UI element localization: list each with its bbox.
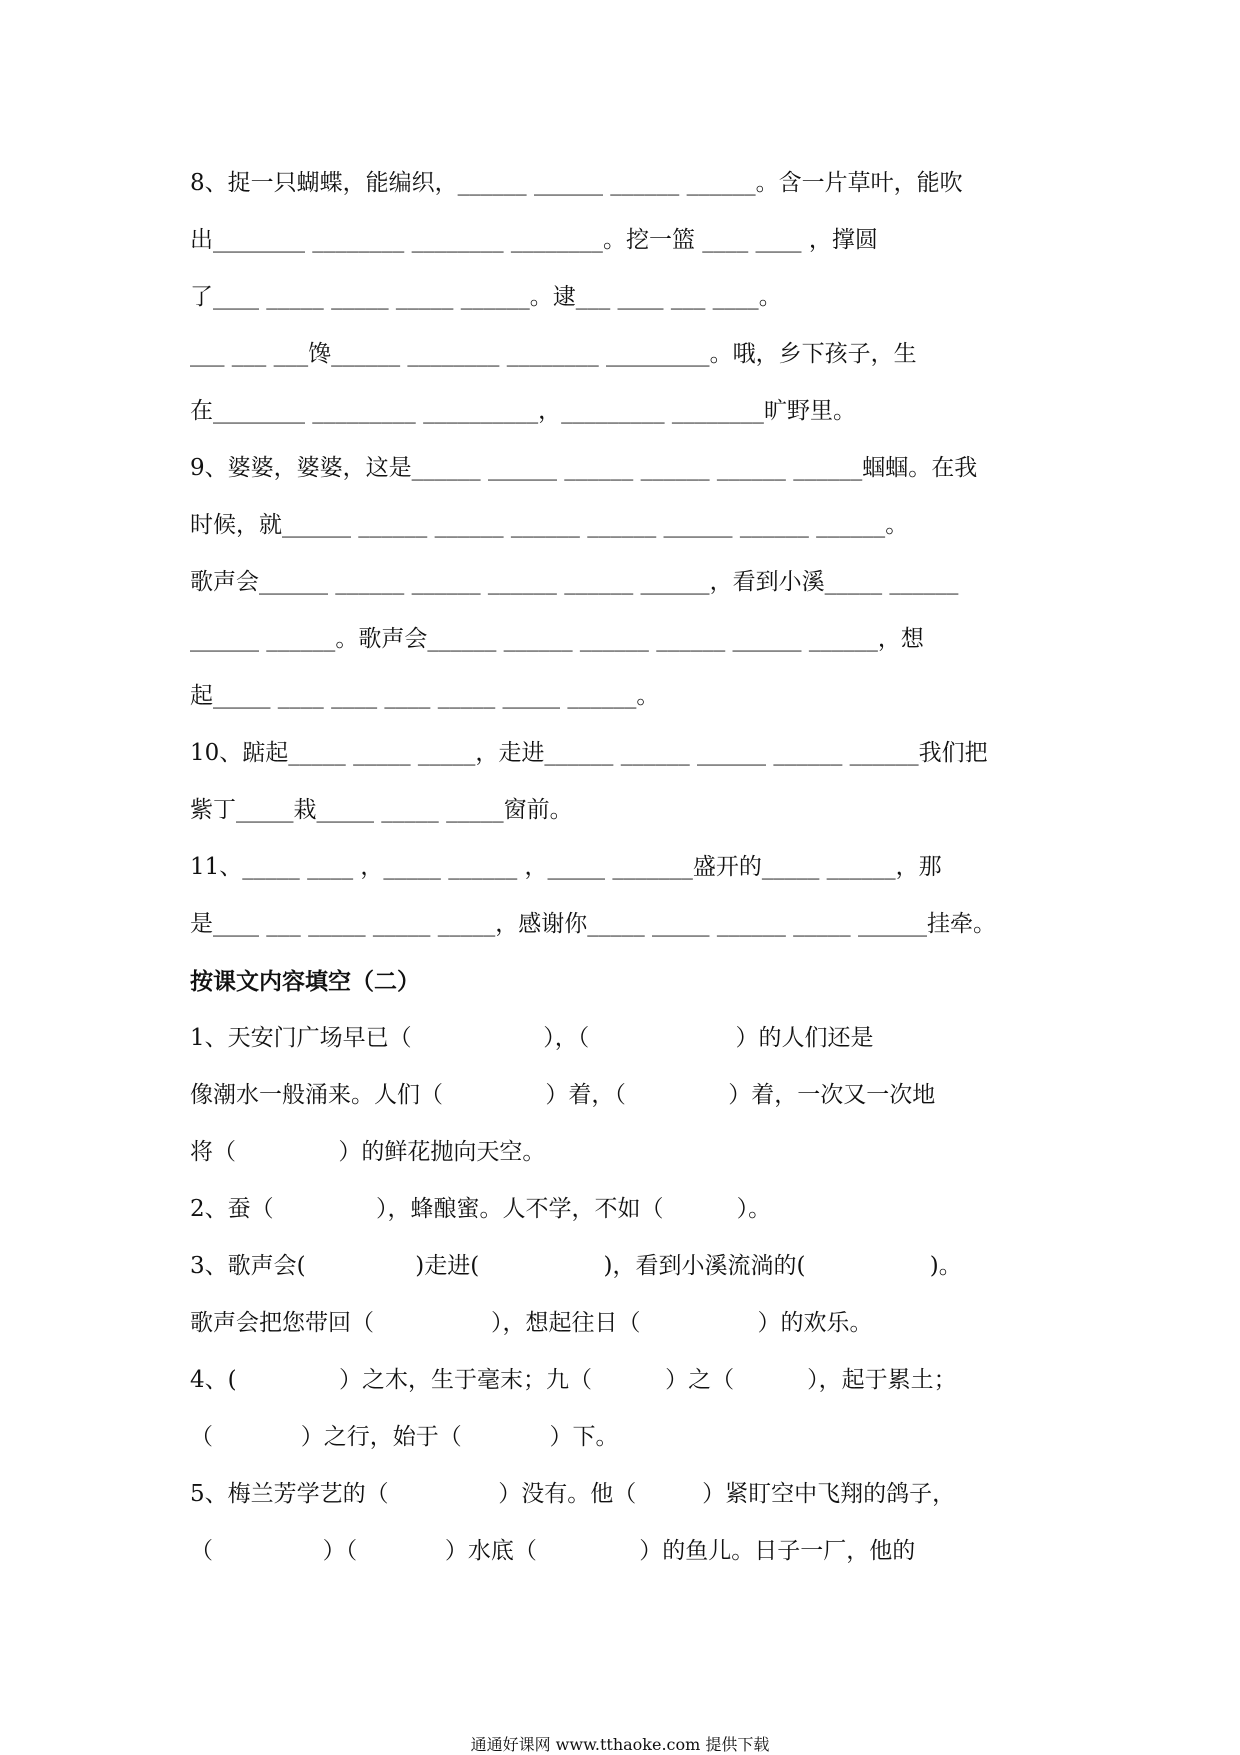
line-segment: 时候，就 xyxy=(190,512,282,538)
worksheet-line xyxy=(190,497,1060,554)
line-segment: _____ _____ _____ xyxy=(316,797,504,823)
worksheet-line xyxy=(190,611,1060,668)
worksheet-line xyxy=(190,896,1060,953)
question-line: 1、天安门广场早已（ ），（ ）的人们还是 xyxy=(190,1025,874,1051)
line-segment: 。 xyxy=(758,284,782,310)
line-segment: ___ ____ ___ ____ xyxy=(575,284,759,310)
line-segment: ____ _____ _____ _____ ______ xyxy=(213,284,530,310)
line-segment: 歌声会 xyxy=(190,569,259,595)
line-segment: _____ ______ xyxy=(824,569,959,595)
line-segment: ______ ______ ______ ______ xyxy=(457,170,756,196)
worksheet-line xyxy=(190,212,1060,269)
worksheet-line xyxy=(190,725,1060,782)
question-line: 像潮水一般涌来。人们（ ）着，（ ）着，一次又一次地 xyxy=(190,1082,936,1108)
worksheet-line xyxy=(190,554,1060,611)
line-segment: ，走进 xyxy=(475,740,545,766)
line-segment: 旷野里。 xyxy=(763,398,856,424)
line-segment: ______ ______ ______ ______ ______ xyxy=(544,740,919,766)
line-segment: 。含一片草叶，能吹 xyxy=(755,170,963,196)
line-segment: 。歌声会 xyxy=(335,626,428,652)
line-segment: ________ ________ ________ ________ xyxy=(213,227,603,253)
line-segment: 11、 xyxy=(190,854,243,880)
line-segment: _____ xyxy=(236,797,294,823)
line-segment: ______ ______ ______ ______ ______ ______ xyxy=(259,569,710,595)
worksheet-line xyxy=(190,383,1060,440)
line-segment: ，看到小溪 xyxy=(709,569,825,595)
line-segment: ______ ______ xyxy=(190,626,336,652)
line-segment: _____ _____ ______ _____ ______ xyxy=(587,911,927,937)
line-segment: 挂牵。 xyxy=(927,911,996,937)
line-segment: ，感谢你 xyxy=(495,911,588,937)
fill-in-blank-part-one xyxy=(190,155,1060,953)
worksheet-line xyxy=(190,155,1060,212)
line-segment: 出 xyxy=(190,227,213,253)
worksheet-line xyxy=(190,782,1060,839)
line-segment: 。 xyxy=(885,512,909,538)
line-segment: ______ ______ ______ ______ ______ ______ xyxy=(427,626,878,652)
line-segment: 蝈蝈。在我 xyxy=(862,455,978,481)
footer-text: 通通好课网 www.tthaoke.com 提供下载 xyxy=(470,1735,770,1754)
worksheet-page xyxy=(190,155,1060,1580)
line-segment: 栽 xyxy=(293,797,317,823)
line-segment: 。挖一篮 ____ ____ ，撑圆 xyxy=(602,227,878,253)
line-segment: ，那 xyxy=(895,854,942,880)
question-line: （ ）（ ）水底（ ）的鱼儿。日子一厂，他的 xyxy=(190,1538,916,1564)
line-segment: 。哦，乡下孩子，生 xyxy=(709,341,917,367)
question-line: 3、歌声会( )走进( )，看到小溪流淌的( )。 xyxy=(190,1253,962,1279)
line-segment: _____ ____ ____ ____ _____ _____ ______ xyxy=(213,683,637,709)
fill-in-parentheses-part-two xyxy=(190,1010,1060,1580)
line-segment: 起 xyxy=(190,683,213,709)
question-line: 将（ ）的鲜花抛向天空。 xyxy=(190,1139,546,1165)
line-segment: 是 xyxy=(190,911,213,937)
worksheet-line xyxy=(190,839,1060,896)
line-segment: ______ ______ ______ ______ ______ ______ ______ ______ xyxy=(282,512,886,538)
question-line: 4、( ）之木，生于毫末；九（ ）之（ ），起于累土； xyxy=(190,1367,957,1393)
line-segment: 10、踮起 xyxy=(190,740,289,766)
question-line: 歌声会把您带回（ ），想起往日（ ）的欢乐。 xyxy=(190,1310,873,1336)
worksheet-line xyxy=(190,668,1060,725)
line-segment: _____ ____ ，_____ ______ ，_____ _______ xyxy=(242,854,693,880)
line-segment: ______ ______ ______ ______ ______ ______ xyxy=(411,455,863,481)
worksheet-line xyxy=(190,326,1060,383)
line-segment: 。 xyxy=(636,683,660,709)
line-segment: ______ ________ ________ _________ xyxy=(331,341,710,367)
line-segment: ，想 xyxy=(877,626,924,652)
line-segment: _____ ______ xyxy=(761,854,896,880)
question-line: 2、蚕（ ），蜂酿蜜。人不学，不如（ ）。 xyxy=(190,1196,772,1222)
line-segment: 。逮 xyxy=(529,284,576,310)
line-segment: 盛开的 xyxy=(692,854,762,880)
line-segment: ____ ___ _____ _____ _____ xyxy=(213,911,496,937)
section-title: 按课文内容填空（二） xyxy=(190,968,420,995)
line-segment: ___ ___ ___馋 xyxy=(190,341,332,367)
line-segment: 在 xyxy=(190,398,213,424)
line-segment: 8、捉一只蝴蝶，能编织， xyxy=(190,170,458,196)
worksheet-line xyxy=(190,440,1060,497)
line-segment: 了 xyxy=(190,284,213,310)
line-segment: 9、婆婆，婆婆，这是 xyxy=(190,455,412,481)
question-line: （ ）之行，始于（ ）下。 xyxy=(190,1424,619,1450)
line-segment: 紫丁 xyxy=(190,797,236,823)
line-segment: _____ _____ _____ xyxy=(288,740,476,766)
line-segment: ________ _________ __________，_________ ________ xyxy=(213,398,764,424)
line-segment: 窗前。 xyxy=(503,797,573,823)
worksheet-line xyxy=(190,269,1060,326)
question-line: 5、梅兰芳学艺的（ ）没有。他（ ）紧盯空中飞翔的鸽子， xyxy=(190,1481,956,1507)
line-segment: 我们把 xyxy=(918,740,988,766)
